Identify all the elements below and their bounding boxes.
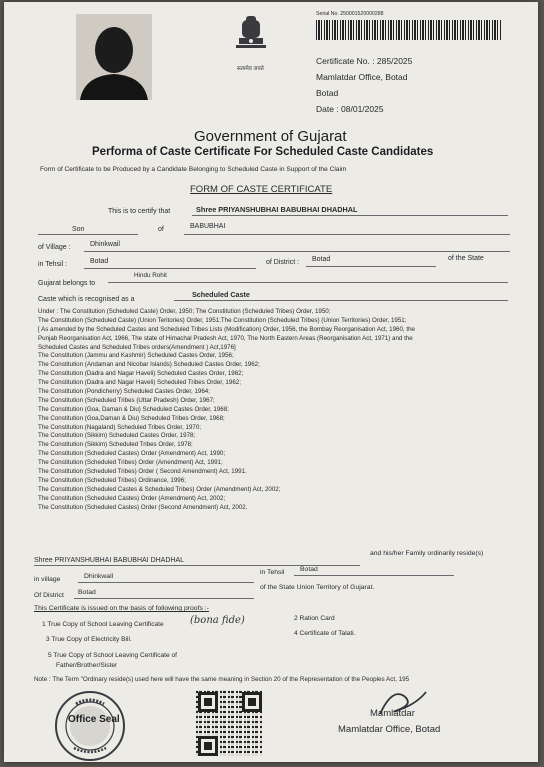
office-city: Botad: [316, 88, 339, 98]
verification-qr-code: [196, 690, 262, 756]
issue-date: Date : 08/01/2025: [316, 104, 384, 114]
order-line: Punjab Reorganisation Act, 1966, The state of Himachal Pradesh Act, 1970, The North Eastern Areas (Reorganisation Act, 1971) and the: [38, 334, 413, 342]
certify-rule: [192, 215, 508, 216]
caste-rule: [108, 282, 508, 283]
office-seal: [54, 690, 126, 767]
order-line: The Constitution (Sikkim) Scheduled Tribes Order, 1978;: [38, 441, 193, 449]
order-line: Under : The Constitution (Scheduled Caste) Order, 1950; The Constitution (Scheduled Tribes) Order, 1950;: [38, 308, 331, 315]
signatory-title: Mamlatdar: [370, 708, 415, 719]
national-emblem-icon: [234, 16, 268, 67]
performa-title: Performa of Caste Certificate For Scheduled Caste Candidates: [92, 146, 434, 158]
order-line: The Constitution (Scheduled Tribes) Order (Amendment) Act, 1991;: [38, 459, 223, 467]
res-tehsil-value: Botad: [300, 566, 318, 573]
tehsil-rule: [84, 268, 256, 269]
certificate-page: [4, 2, 538, 762]
constitution-orders-list: [38, 308, 415, 512]
res-tehsil-rule: [294, 575, 454, 576]
order-line: The Constitution (Dadra and Nagar Haveli) Scheduled Tribes Order, 1962;: [38, 379, 241, 387]
res-village-rule: [78, 582, 254, 583]
order-line: The Constitution (Nagaland) Scheduled Tribes Order, 1970;: [38, 423, 202, 431]
order-line: The Constitution (Scheduled Tribes (Uttar Pradesh) Order, 1967;: [38, 396, 215, 404]
handwritten-note: (bona fide): [190, 615, 245, 626]
seal-label: Office Seal: [68, 714, 120, 725]
belongs-label: Gujarat belongs to: [38, 280, 96, 287]
order-line: Scheduled Castes and Scheduled Tribes orders(Amendment ) Act,1976]: [38, 343, 236, 351]
order-line: The Constitution (Andaman and Nicobar Islands) Scheduled Castes Order, 1962;: [38, 361, 260, 369]
proof-item: 3 True Copy of Electricity Bill.: [46, 636, 132, 643]
signatory-office: Mamlatdar Office, Botad: [338, 724, 441, 735]
village-label: of Village :: [38, 244, 71, 251]
applicant-photo: [76, 14, 152, 100]
order-line: The Constitution (Goa, Daman & Diu) Scheduled Castes Order, 1968;: [38, 405, 229, 413]
village-value: Dhinkwail: [90, 241, 120, 248]
district-value: Botad: [312, 256, 331, 263]
res-tehsil-label: in Tehsil: [260, 569, 285, 576]
note-text: Note : The Term "Ordinary reside(s) used here will have the same meaning in Section 20 of the Representation of the Peoples Act, 195: [34, 676, 410, 683]
order-line: The Constitution (Pondicherry) Scheduled Castes Order, 1964;: [38, 388, 210, 396]
district-label: of District :: [266, 259, 300, 266]
proof-item: 5 True Copy of School Leaving Certificate of: [48, 652, 178, 659]
state-suffix: of the State: [448, 255, 484, 262]
resident-name: Shree PRIYANSHUBHAI BABUBHAI DHADHAL: [34, 557, 185, 564]
order-line: The Constitution (Scheduled Tribes) Ordinance, 1996;: [38, 476, 186, 484]
order-line: The Constitution (Scheduled Caste) (Union Teritories) Order, 1951;The Constitution (Scheduled Tribes) (Union Territories) Order, 1951;: [38, 316, 407, 324]
order-line: The Constitution (Dadra and Nagar Haveli) Scheduled Castes Order, 1962;: [38, 370, 244, 378]
proof-item: 1 True Copy of School Leaving Certificate: [42, 621, 164, 628]
recognised-value: Scheduled Caste: [192, 290, 250, 299]
recognised-label: Caste which is recognised as a: [38, 296, 135, 303]
father-rule: [184, 234, 510, 235]
order-line: The Constitution (Scheduled Castes) Order (Amendment) Act, 1990;: [38, 450, 226, 458]
res-village-value: Dhinkwall: [84, 573, 114, 580]
relation-value: Son: [72, 226, 85, 233]
form-title: FORM OF CASTE CERTIFICATE: [190, 184, 333, 195]
res-district-rule: [74, 598, 254, 599]
proof-item: 4 Certificate of Talati.: [294, 630, 356, 637]
order-line: The Constitution (Jammu and Kashmir) Scheduled Castes Order, 1956;: [38, 352, 234, 360]
certificate-number: Certificate No. : 285/2025: [316, 56, 413, 66]
order-line: [ As amended by the Scheduled Castes and Scheduled Tribes Lists (Modification) Order, 1956, the Bombay Reorganisation Act, 1960, the: [38, 325, 415, 333]
caste-value: Hindu Rohit: [134, 272, 167, 279]
recognised-rule: [174, 300, 508, 301]
village-rule: [84, 251, 510, 252]
proof-item: Father/Brother/Sister: [56, 662, 118, 669]
office-name: Mamlatdar Office, Botad: [316, 72, 408, 82]
order-line: The Constitution (Sikkim) Scheduled Castes Order, 1978;: [38, 432, 196, 440]
district-rule: [306, 266, 436, 267]
res-district-label: Of District: [34, 592, 64, 599]
serial-number: Serial No. 250001520000288: [316, 11, 384, 17]
emblem-caption: सत्यमेव जयते: [237, 66, 264, 72]
order-line: The Constitution (Scheduled Tribes) Order ( Second Amendment) Act, 1991.: [38, 468, 247, 476]
barcode: [316, 20, 502, 40]
relation-rule: [38, 234, 138, 235]
tehsil-value: Botad: [90, 258, 109, 265]
res-state-suffix: of the State Union Territory of Gujarat.: [260, 584, 375, 591]
tehsil-label: in Tehsil :: [38, 261, 68, 268]
father-value: BABUBHAI: [190, 223, 226, 230]
family-suffix: and his/her Family ordinarily reside(s): [370, 550, 484, 557]
res-village-label: in village: [34, 576, 61, 583]
government-title: Government of Gujarat: [194, 128, 347, 145]
of-label: of: [158, 226, 164, 233]
proof-item: 2 Ration Card: [294, 615, 335, 622]
proofs-heading: This Certificate is issued on the basis of following proofs :-: [34, 605, 209, 612]
order-line: The Constitution (Scheduled Castes & Scheduled Tribes) Order (Amendment) Act, 2002;: [38, 485, 281, 493]
res-district-value: Botad: [78, 589, 96, 596]
order-line: The Constitution (Scheduled Castes) Order (Second Amendment) Act, 2002.: [38, 503, 248, 511]
order-line: The Constitution (Goa,Daman & Diu) Scheduled Tribes Order, 1968;: [38, 414, 225, 422]
order-line: The Constitution (Scheduled Castes) Order (Amendment) Act, 2002;: [38, 494, 226, 502]
certify-value: Shree PRIYANSHUBHAI BABUBHAI DHADHAL: [196, 205, 358, 214]
certify-label: This is to certify that: [108, 208, 171, 215]
certificate-subtitle: Form of Certificate to be Produced by a Candidate Belonging to Scheduled Caste in Support of the Claim: [40, 166, 347, 173]
